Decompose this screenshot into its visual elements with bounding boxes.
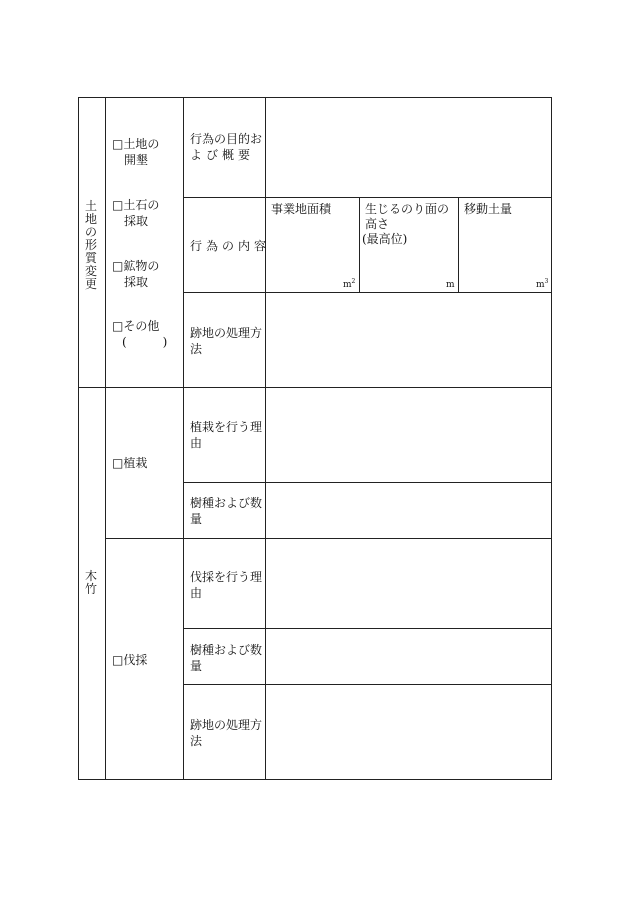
soil-volume-unit: $m^3$ xyxy=(536,278,549,290)
planting-reason-label-line2: 由 xyxy=(190,436,203,450)
cutting-species-label-line2: 量 xyxy=(190,659,203,673)
purpose-input-area[interactable] xyxy=(266,98,551,197)
planting-reason-input-area[interactable] xyxy=(266,388,551,482)
planting-species-label-line1: 樹種および数 xyxy=(190,496,263,510)
option-planting[interactable]: □植栽 xyxy=(112,456,148,470)
slope-unit: m xyxy=(446,280,455,290)
land-restore-label-line2: 法 xyxy=(190,342,203,356)
option-other-line1: □その他 xyxy=(112,319,160,333)
planting-reason-label-line1: 植栽を行う理 xyxy=(190,420,263,434)
slope-label-line3: (最高位) xyxy=(362,232,408,246)
soil-volume-label: 移動土量 xyxy=(464,202,513,216)
table-border-right xyxy=(551,97,552,780)
cutting-restore-label-line1: 跡地の処理方 xyxy=(190,718,263,732)
option-mineral-extraction-line1: □鉱物の xyxy=(112,259,160,273)
soil-volume-input[interactable] xyxy=(459,218,551,278)
cutting-reason-input-area[interactable] xyxy=(266,539,551,628)
site-area-label: 事業地面積 xyxy=(271,202,332,216)
land-restore-label-line1: 跡地の処理方 xyxy=(190,326,263,340)
cutting-species-input-area[interactable] xyxy=(266,629,551,684)
planting-species-input-area[interactable] xyxy=(266,483,551,538)
option-other-line2: ( ) xyxy=(122,335,168,349)
purpose-label-line1: 行為の目的お xyxy=(190,132,263,146)
option-land-clearing-line1: □土地の xyxy=(112,137,160,151)
cutting-species-label-line1: 樹種および数 xyxy=(190,643,263,657)
trees-section-header: 木竹 xyxy=(84,569,97,596)
option-land-clearing-line2: 開墾 xyxy=(124,153,149,167)
option-soil-extraction-line2: 採取 xyxy=(124,214,149,228)
option-cutting[interactable]: □伐採 xyxy=(112,653,148,667)
site-area-input[interactable] xyxy=(266,218,359,278)
planting-species-label-line2: 量 xyxy=(190,512,203,526)
slope-label-line1: 生じるのり面の xyxy=(365,202,450,216)
content-label: 行為の内容 xyxy=(190,239,271,253)
land-section-header: 土地の形質変更 xyxy=(84,199,97,291)
option-mineral-extraction-line2: 採取 xyxy=(124,275,149,289)
land-restore-input-area[interactable] xyxy=(266,293,551,387)
column-divider-2 xyxy=(183,97,184,780)
cutting-reason-label-line1: 伐採を行う理 xyxy=(190,570,263,584)
option-soil-extraction-line1: □土石の xyxy=(112,198,160,212)
cutting-reason-label-line2: 由 xyxy=(190,586,203,600)
row-divider-purpose xyxy=(183,197,552,198)
site-area-unit: $m^2$ xyxy=(343,278,356,290)
cutting-restore-input-area[interactable] xyxy=(266,685,551,779)
content-sub-divider-1 xyxy=(359,197,360,293)
cutting-restore-label-line2: 法 xyxy=(190,734,203,748)
slope-label-line2: 高さ xyxy=(365,217,390,231)
table-border-left xyxy=(78,97,79,780)
column-divider-1 xyxy=(105,97,106,780)
purpose-label-line2: よび概要 xyxy=(190,148,255,162)
slope-height-input[interactable] xyxy=(360,250,458,278)
table-border-bottom xyxy=(78,779,552,780)
